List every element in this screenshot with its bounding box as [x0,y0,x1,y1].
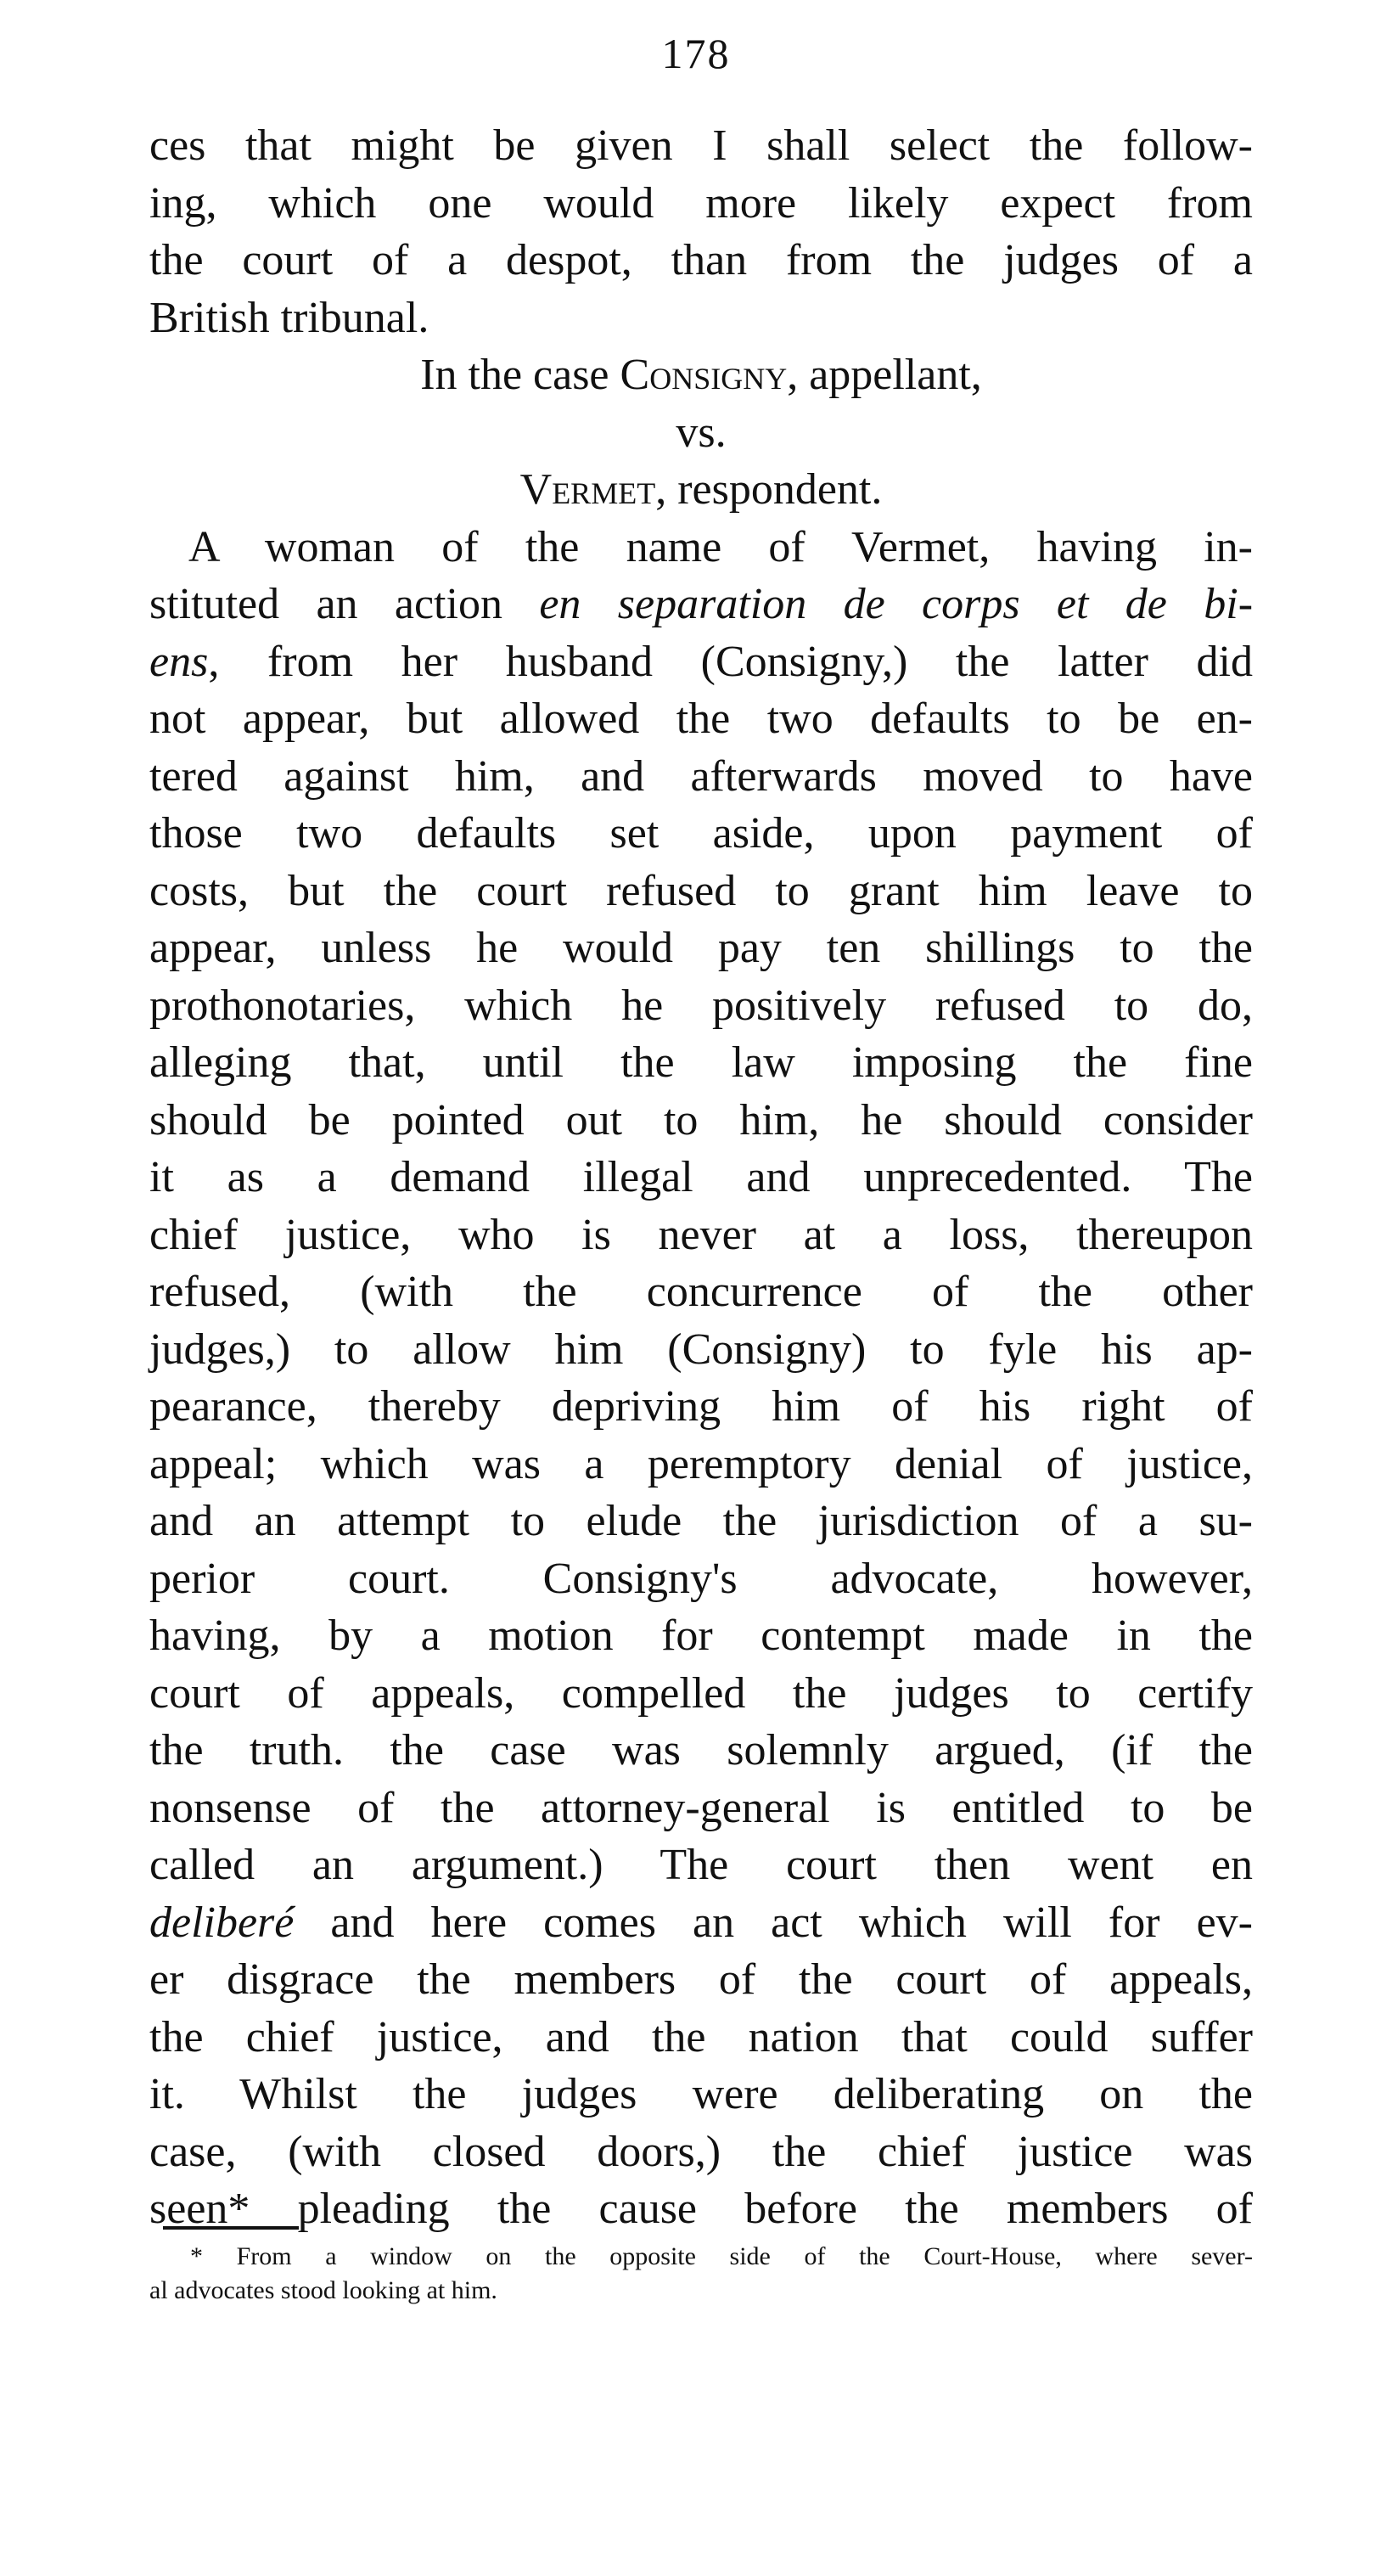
text-line: should be pointed out to him, he should consider [149,1095,1253,1145]
body-text [149,117,1253,2238]
text-run: stituted an action [149,580,540,628]
text-line: ces that might be given I shall select the follow- [149,121,1253,170]
italic-phrase: ens [149,637,209,686]
text-line: British tribunal. [149,293,429,342]
text-line: seen* pleading the cause before the members of [149,2185,1253,2233]
text-line: it as a demand illegal and unprecedented. The [149,1153,1253,1201]
text-line: case, (with closed doors,) the chief justice was [149,2127,1253,2176]
text-line: pearance, thereby depriving him of his right of [149,1382,1253,1431]
footnote-line: al advocates stood looking at him. [149,2276,497,2304]
text-line: ing, which one would more likely expect from [149,178,1253,228]
text-line: tered against him, and afterwards moved to have [149,751,1253,801]
footnote [149,2240,1253,2308]
page-number: 178 [661,30,731,77]
text-line: the truth. the case was solemnly argued, (if the [149,1726,1253,1775]
text-line [149,576,1253,633]
text-line: the chief justice, and the nation that could suffer [149,2012,1253,2061]
text-line: those two defaults set aside, upon payment of [149,809,1253,858]
appellant-name: Consigny [620,351,788,399]
text-line: refused, (with the concurrence of the other [149,1268,1253,1316]
caption-intro: In the case [420,351,620,399]
text-line: the court of a despot, than from the judges of a [149,236,1253,284]
text-run: , from her husband (Consigny,) the latter did [208,637,1253,686]
text-line: nonsense of the attorney-general is entitled to be [149,1783,1253,1832]
case-caption-respondent [149,461,1253,519]
respondent-name: Vermet [519,465,656,514]
text-line [149,1894,1253,1952]
text-line: judges,) to allow him (Consigny) to fyle his ap- [149,1325,1253,1374]
text-run: and here comes an act which will for ev- [294,1898,1253,1947]
text-line: costs, but the court refused to grant him leave to [149,866,1253,915]
italic-phrase: en separation de corps et de bi- [539,580,1254,628]
italic-phrase: deliberé [149,1898,295,1947]
text-line: having, by a motion for contempt made in the [149,1611,1253,1660]
text-line: perior court. Consigny's advocate, however, [149,1554,1253,1603]
text-line: A woman of the name of Vermet, having in- [188,522,1253,571]
respondent-suffix: , respondent. [655,465,883,514]
footnote-line: * From a window on the opposite side of the Court-House, where sever- [190,2242,1253,2270]
text-line: called an argument.) The court then went en [149,1841,1253,1889]
appellant-suffix: , appellant, [787,351,982,399]
text-line: appeal; which was a peremptory denial of justice, [149,1439,1253,1488]
footnote-rule [163,2226,299,2230]
case-caption-appellant [149,346,1253,404]
text-line: prothonotaries, which he positively refused to do, [149,981,1253,1030]
text-line: alleging that, until the law imposing the fine [149,1038,1253,1087]
text-line: not appear, but allowed the two defaults to be en- [149,695,1253,743]
text-line [149,633,1253,691]
text-line: er disgrace the members of the court of appeals, [149,1955,1253,2004]
text-line: and an attempt to elude the jurisdiction of a su- [149,1497,1253,1545]
text-line: appear, unless he would pay ten shillings to the [149,924,1253,972]
case-caption-versus: vs. [676,408,727,457]
text-line: court of appeals, compelled the judges to certify [149,1668,1253,1718]
text-line: it. Whilst the judges were deliberating on the [149,2070,1253,2118]
text-line: chief justice, who is never at a loss, thereupon [149,1210,1253,1259]
